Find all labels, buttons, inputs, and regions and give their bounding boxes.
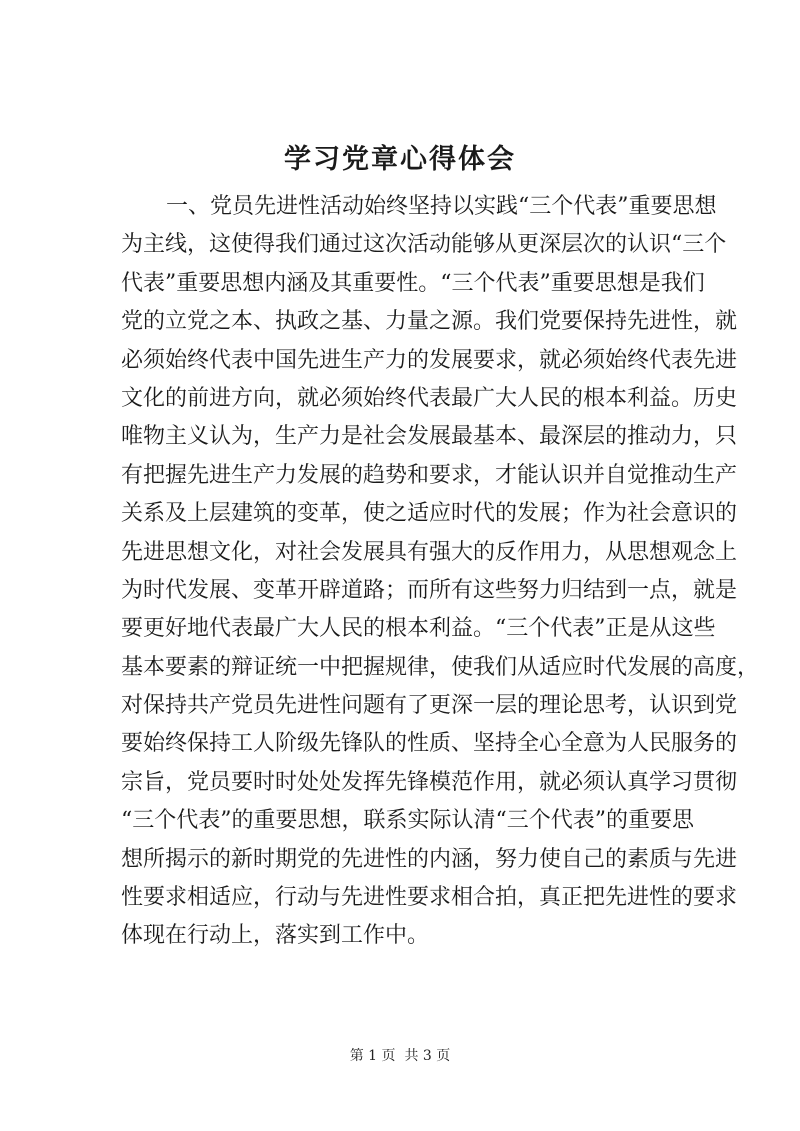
paragraph-line: 党的立党之本、执政之基、力量之源。我们党要保持先进性，就	[121, 309, 738, 335]
paragraph-line: 先进思想文化，对社会发展具有强大的反作用力，从思想观念上	[121, 539, 738, 565]
paragraph-line: 要更好地代表最广大人民的根本利益。“三个代表”正是从这些	[121, 616, 716, 642]
paragraph-line: 想所揭示的新时期党的先进性的内涵，努力使自己的素质与先进	[121, 846, 738, 872]
paragraph-line: 文化的前进方向，就必须始终代表最广大人民的根本利益。历史	[121, 385, 738, 411]
paragraph-line: 唯物主义认为，生产力是社会发展最基本、最深层的推动力，只	[121, 424, 738, 450]
paragraph-line: 性要求相适应，行动与先进性要求相合拍，真正把先进性的要求	[121, 885, 738, 911]
paragraph-line: 为主线，这使得我们通过这次活动能够从更深层次的认识“三个	[121, 232, 727, 258]
paragraph-line: 代表”重要思想内涵及其重要性。“三个代表”重要思想是我们	[121, 270, 705, 296]
paragraph-line: 关系及上层建筑的变革，使之适应时代的发展；作为社会意识的	[121, 501, 738, 527]
document-title: 学习党章心得体会	[284, 144, 516, 175]
paragraph-line: 宗旨，党员要时时处处发挥先锋模范作用，就必须认真学习贯彻	[121, 769, 738, 795]
body-paragraph	[121, 188, 760, 956]
paragraph-line: 一、党员先进性活动始终坚持以实践“三个代表”重要思想	[166, 194, 717, 219]
paragraph-line: 对保持共产党员先进性问题有了更深一层的理论思考，认识到党	[121, 693, 738, 719]
paragraph-line: 基本要素的辩证统一中把握规律，使我们从适应时代发展的高度，	[121, 654, 760, 680]
paragraph-line: 为时代发展、变革开辟道路；而所有这些努力归结到一点，就是	[121, 577, 738, 603]
paragraph-line: “三个代表”的重要思想，联系实际认清“三个代表”的重要思	[121, 808, 694, 834]
paragraph-line: 要始终保持工人阶级先锋队的性质、坚持全心全意为人民服务的	[121, 731, 738, 757]
paragraph-line: 有把握先进生产力发展的趋势和要求，才能认识并自觉推动生产	[121, 462, 738, 488]
paragraph-line-last: 体现在行动上，落实到工作中。	[121, 923, 430, 949]
paragraph-line: 必须始终代表中国先进生产力的发展要求，就必须始终代表先进	[121, 347, 738, 373]
page-footer	[0, 1046, 800, 1066]
page-number: 第 1 页 共 3 页	[349, 1048, 451, 1064]
